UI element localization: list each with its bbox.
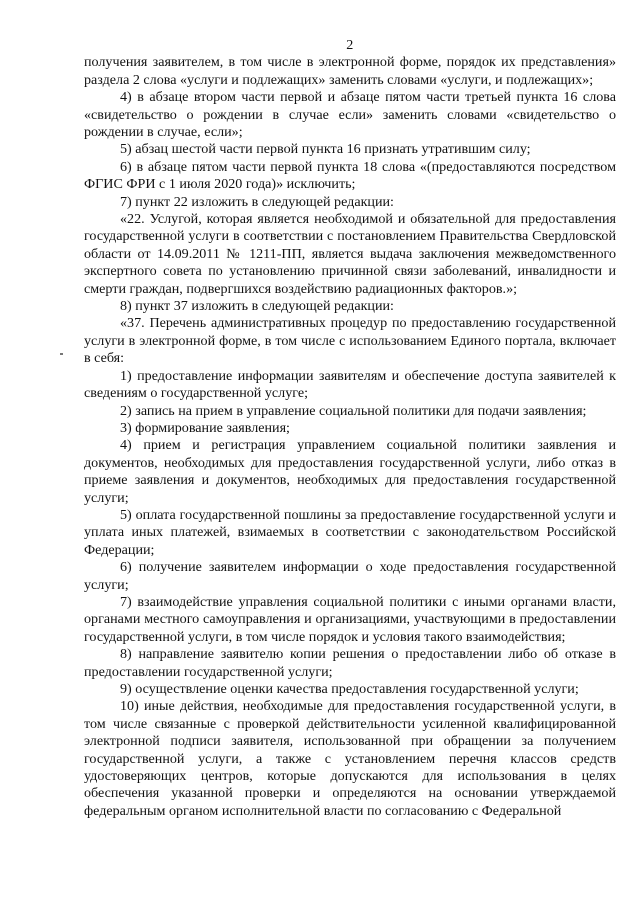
paragraph: 5) оплата государственной пошлины за предоставление государственной услуги и уплата иных платежей, взимаемых в соответствии с законодательством Российской Федерации; xyxy=(84,506,616,558)
paragraph: 7) взаимодействие управления социальной политики с иными органами власти, органами местного самоуправления и организациями, участвующими в предоставлении государственной услуги, в том числе порядок и условия такого взаимодействия; xyxy=(84,593,616,645)
paragraph: 10) иные действия, необходимые для предоставления государственной услуги, в том числе связанные с проверкой действительности усиленной квалифицированной электронной подписи заявителя, использованной при обращении за получением государственной услуги, а также с установлением перечня классов средств удостоверяющих центров, которые допускаются для использования в целях обеспечения указанной проверки и определяются на основании утверждаемой федеральным органом исполнительной власти по согласованию с Федеральной xyxy=(84,698,616,819)
document-body xyxy=(84,54,616,820)
paragraph: «37. Перечень административных процедур по предоставлению государственной услуги в электронной форме, в том числе с использованием Единого портала, включает в себя: xyxy=(84,315,616,367)
paragraph: 6) получение заявителем информации о ходе предоставления государственной услуги; xyxy=(84,559,616,593)
paragraph: 4) в абзаце втором части первой и абзаце пятом части третьей пункта 16 слова «свидетельство о рождении в случае если» заменить словами «свидетельство о рождении в случае, если»; xyxy=(84,89,616,141)
paragraph: 7) пункт 22 изложить в следующей редакции: xyxy=(120,193,394,210)
paragraph: 8) пункт 37 изложить в следующей редакции: xyxy=(120,298,394,315)
paragraph: 4) прием и регистрация управлением социальной политики заявления и документов, необходимых для предоставления государственной услуги, либо отказ в приеме заявления и документов, необходимых для предоставления государственной услуги; xyxy=(84,437,616,506)
paragraph: 1) предоставление информации заявителям и обеспечение доступа заявителей к сведениям о государственной услуге; xyxy=(84,367,616,402)
document-page xyxy=(84,0,616,820)
paragraph: 6) в абзаце пятом части первой пункта 18 слова «(предоставляются посредством ФГИС ФРИ с 1 июля 2020 года)» исключить; xyxy=(84,158,616,193)
margin-mark xyxy=(60,353,63,355)
paragraph: 3) формирование заявления; xyxy=(120,419,290,436)
paragraph: 8) направление заявителю копии решения о предоставлении либо об отказе в предоставлении государственной услуги; xyxy=(84,646,616,680)
paragraph: «22. Услугой, которая является необходимой и обязательной для предоставления государственной услуги в соответствии с постановлением Правительства Свердловской области от 14.09.2011 № 1211-ПП, является выдача заключения межведомственного экспертного совета по установлению причинной связи заболеваний, инвалидности и смерти граждан, подвергшихся воздействию радиационных факторов.»; xyxy=(84,211,616,297)
paragraph: 9) осуществление оценки качества предоставления государственной услуги; xyxy=(120,681,579,698)
paragraph: 5) абзац шестой части первой пункта 16 признать утратившим силу; xyxy=(120,141,531,158)
paragraph: получения заявителем, в том числе в электронной форме, порядок их представления» раздела 2 слова «услуги и подлежащих» заменить словами «услуги, и подлежащих»; xyxy=(84,54,616,88)
page-number: 2 xyxy=(346,37,354,53)
paragraph: 2) запись на прием в управление социальной политики для подачи заявления; xyxy=(120,402,587,419)
